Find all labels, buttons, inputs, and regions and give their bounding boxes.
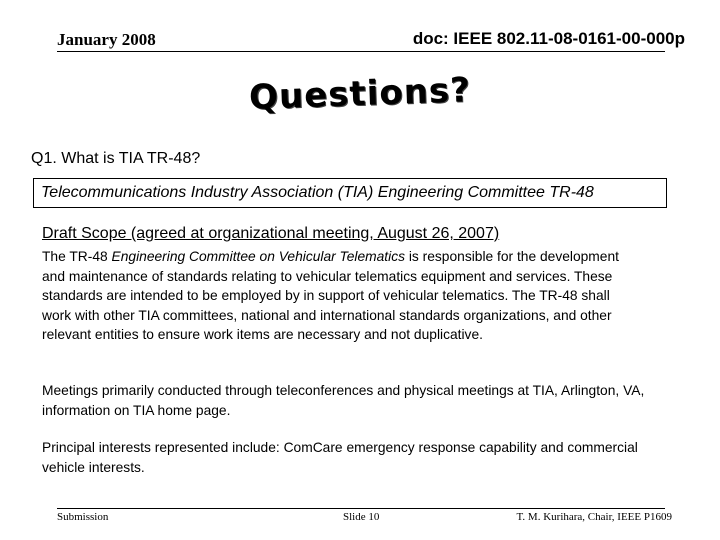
scope-body-post: is responsible for the development and maintenance of standards relating to vehicular telematics equipment and services. These standards are intended to be employed by in support of vehicular telematics. The TR-48 shall work with other TIA committees, national and international standards organizations, and other relevant entities to ensure work items are necessary and not duplicative. (42, 249, 619, 342)
footer-submission: Submission (57, 511, 109, 523)
answer-box: Telecommunications Industry Association (TIA) Engineering Committee TR-48 (33, 178, 667, 208)
footer-author: T. M. Kurihara, Chair, IEEE P1609 (516, 511, 672, 523)
scope-body-committee-name: Engineering Committee on Vehicular Telematics (111, 249, 405, 264)
footer-slide-number: Slide 10 (343, 511, 380, 523)
interests-paragraph: Principal interests represented include: ComCare emergency response capability and commercial vehicle interests. (42, 440, 638, 475)
meetings-paragraph: Meetings primarily conducted through teleconferences and physical meetings at TIA, Arlington, VA, information on TIA home page. (42, 383, 645, 418)
header-date: January 2008 (57, 30, 156, 49)
header-doc-id: doc: IEEE 802.11-08-0161-00-000p (412, 29, 685, 48)
slide-title: Questions? (248, 70, 472, 118)
scope-body-pre: The TR-48 (42, 249, 112, 264)
footer-rule (57, 508, 665, 509)
scope-body (42, 247, 632, 345)
scope-heading: Draft Scope (agreed at organizational meeting, August 26, 2007) (42, 225, 500, 242)
header-rule (57, 51, 665, 52)
question-1: Q1. What is TIA TR-48? (31, 150, 201, 167)
